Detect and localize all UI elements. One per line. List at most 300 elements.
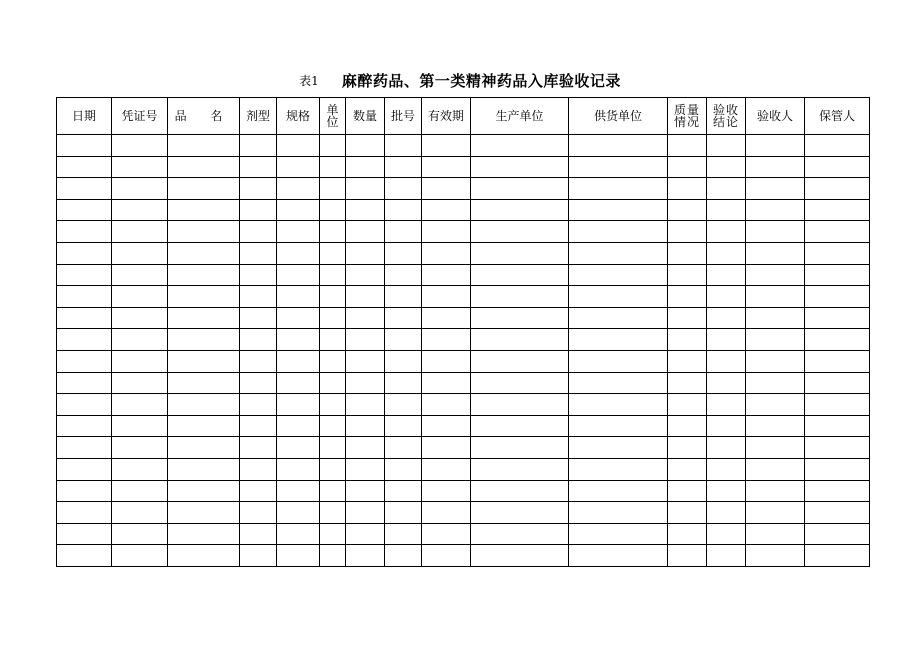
table-cell [57, 372, 112, 394]
table-cell [57, 178, 112, 200]
table-cell [805, 242, 870, 264]
table-cell [707, 178, 746, 200]
table-cell [277, 437, 320, 459]
table-cell [805, 199, 870, 221]
table-cell [277, 242, 320, 264]
table-cell [746, 307, 805, 329]
table-cell [422, 523, 471, 545]
table-cell [320, 415, 346, 437]
table-cell [707, 135, 746, 157]
table-cell [805, 178, 870, 200]
table-cell [112, 437, 168, 459]
table-cell [112, 545, 168, 567]
table-cell [168, 156, 240, 178]
table-cell [422, 307, 471, 329]
table-cell [385, 199, 422, 221]
table-cell [668, 329, 707, 351]
table-cell [346, 156, 385, 178]
table-cell [57, 242, 112, 264]
table-cell [320, 264, 346, 286]
table-cell [346, 502, 385, 524]
receipt-record-table [56, 97, 870, 567]
table-cell [385, 523, 422, 545]
table-cell [422, 350, 471, 372]
table-cell [277, 329, 320, 351]
table-cell [668, 221, 707, 243]
table-cell [240, 458, 277, 480]
table-cell [569, 350, 668, 372]
table-cell [277, 199, 320, 221]
table-cell [57, 286, 112, 308]
table-cell [668, 199, 707, 221]
table-cell [168, 199, 240, 221]
table-cell [707, 437, 746, 459]
table-cell [668, 307, 707, 329]
table-cell [57, 545, 112, 567]
table-cell [277, 135, 320, 157]
table-cell [422, 286, 471, 308]
table-cell [240, 523, 277, 545]
table-cell [746, 329, 805, 351]
table-cell [112, 394, 168, 416]
table-cell [385, 394, 422, 416]
table-cell [385, 437, 422, 459]
table-cell [240, 329, 277, 351]
table-cell [471, 502, 569, 524]
table-row [57, 286, 870, 308]
table-cell [471, 264, 569, 286]
table-cell [471, 307, 569, 329]
table-cell [112, 523, 168, 545]
table-cell [168, 523, 240, 545]
table-cell [668, 415, 707, 437]
table-cell [422, 415, 471, 437]
table-body [57, 135, 870, 567]
table-cell [277, 415, 320, 437]
table-cell [346, 286, 385, 308]
table-cell [668, 135, 707, 157]
table-cell [668, 545, 707, 567]
table-cell [422, 156, 471, 178]
table-cell [240, 178, 277, 200]
table-cell [668, 156, 707, 178]
table-cell [320, 480, 346, 502]
table-cell [57, 480, 112, 502]
table-cell [346, 545, 385, 567]
table-cell [569, 523, 668, 545]
table-cell [471, 523, 569, 545]
table-cell [346, 135, 385, 157]
table-row [57, 242, 870, 264]
table-cell [569, 415, 668, 437]
table-cell [240, 221, 277, 243]
header-row [57, 98, 870, 135]
table-cell [471, 178, 569, 200]
table-cell [668, 350, 707, 372]
table-cell [569, 156, 668, 178]
table-cell [471, 242, 569, 264]
table-cell [668, 502, 707, 524]
table-cell [668, 264, 707, 286]
table-cell [57, 523, 112, 545]
table-cell [168, 437, 240, 459]
table-cell [668, 286, 707, 308]
table-cell [385, 156, 422, 178]
table-cell [240, 264, 277, 286]
table-cell [240, 307, 277, 329]
table-cell [57, 156, 112, 178]
table-cell [805, 264, 870, 286]
table-cell [385, 372, 422, 394]
table-cell [805, 221, 870, 243]
table-cell [168, 242, 240, 264]
table-cell [471, 480, 569, 502]
table-cell [112, 221, 168, 243]
table-cell [707, 523, 746, 545]
table-cell [112, 458, 168, 480]
table-cell [320, 502, 346, 524]
table-cell [422, 264, 471, 286]
table-cell [746, 415, 805, 437]
table-cell [277, 523, 320, 545]
table-cell [805, 135, 870, 157]
table-cell [112, 264, 168, 286]
table-cell [746, 350, 805, 372]
table-cell [385, 502, 422, 524]
table-cell [668, 372, 707, 394]
table-cell [422, 372, 471, 394]
table-cell [746, 458, 805, 480]
table-cell [569, 286, 668, 308]
table-cell [346, 242, 385, 264]
table-cell [112, 307, 168, 329]
table-cell [385, 415, 422, 437]
table-cell [746, 545, 805, 567]
table-cell [385, 242, 422, 264]
table-cell [422, 135, 471, 157]
table-cell [471, 437, 569, 459]
table-cell [57, 221, 112, 243]
table-cell [168, 458, 240, 480]
table-cell [168, 264, 240, 286]
table-cell [707, 545, 746, 567]
table-cell [805, 502, 870, 524]
table-cell [422, 437, 471, 459]
table-cell [805, 350, 870, 372]
table-cell [240, 415, 277, 437]
table-cell [168, 394, 240, 416]
table-cell [471, 156, 569, 178]
table-cell [320, 394, 346, 416]
table-cell [320, 156, 346, 178]
table-cell [168, 221, 240, 243]
table-row [57, 156, 870, 178]
table-cell [471, 545, 569, 567]
table-cell [277, 307, 320, 329]
table-cell [277, 458, 320, 480]
table-cell [346, 307, 385, 329]
table-cell [422, 458, 471, 480]
header-supplier: 供货单位 [569, 98, 668, 135]
table-cell [240, 199, 277, 221]
table-cell [569, 199, 668, 221]
table-cell [707, 221, 746, 243]
table-cell [240, 286, 277, 308]
table-cell [746, 480, 805, 502]
table-cell [746, 286, 805, 308]
table-cell [320, 372, 346, 394]
table-cell [569, 178, 668, 200]
table-cell [707, 372, 746, 394]
table-cell [805, 156, 870, 178]
table-cell [471, 199, 569, 221]
table-cell [112, 178, 168, 200]
table-cell [57, 415, 112, 437]
table-cell [422, 221, 471, 243]
table-cell [277, 286, 320, 308]
table-cell [569, 264, 668, 286]
table-cell [805, 458, 870, 480]
table-row [57, 199, 870, 221]
table-cell [112, 286, 168, 308]
table-cell [385, 264, 422, 286]
table-cell [707, 329, 746, 351]
table-row [57, 437, 870, 459]
table-cell [320, 329, 346, 351]
table-cell [746, 221, 805, 243]
table-cell [422, 545, 471, 567]
table-cell [422, 394, 471, 416]
table-cell [707, 480, 746, 502]
table-cell [57, 307, 112, 329]
table-cell [471, 372, 569, 394]
table-cell [168, 502, 240, 524]
table-cell [385, 286, 422, 308]
table-cell [112, 135, 168, 157]
table-cell [240, 242, 277, 264]
table-row [57, 458, 870, 480]
table-cell [385, 545, 422, 567]
table-cell [57, 199, 112, 221]
table-cell [346, 264, 385, 286]
table-row [57, 307, 870, 329]
table-row [57, 264, 870, 286]
table-cell [277, 178, 320, 200]
header-voucher-number: 凭证号 [112, 98, 168, 135]
table-cell [422, 502, 471, 524]
table-cell [746, 264, 805, 286]
table-cell [385, 329, 422, 351]
table-cell [240, 372, 277, 394]
table-row [57, 350, 870, 372]
table-cell [569, 480, 668, 502]
table-cell [707, 242, 746, 264]
table-cell [707, 199, 746, 221]
table-cell [320, 221, 346, 243]
table-cell [240, 545, 277, 567]
table-cell [168, 480, 240, 502]
table-cell [346, 178, 385, 200]
header-dosage-form: 剂型 [240, 98, 277, 135]
table-cell [422, 199, 471, 221]
table-cell [240, 480, 277, 502]
table-row [57, 135, 870, 157]
table-cell [168, 329, 240, 351]
table-cell [240, 350, 277, 372]
table-cell [569, 329, 668, 351]
table-cell [320, 286, 346, 308]
table-cell [746, 502, 805, 524]
table-cell [746, 156, 805, 178]
table-cell [707, 350, 746, 372]
table-cell [346, 458, 385, 480]
table-cell [346, 329, 385, 351]
header-quantity: 数量 [346, 98, 385, 135]
table-cell [168, 307, 240, 329]
table-cell [320, 545, 346, 567]
table-cell [569, 394, 668, 416]
header-custodian: 保管人 [805, 98, 870, 135]
table-cell [471, 286, 569, 308]
table-cell [668, 458, 707, 480]
table-cell [346, 437, 385, 459]
table-cell [240, 156, 277, 178]
table-cell [346, 523, 385, 545]
table-cell [471, 350, 569, 372]
header-batch-number: 批号 [385, 98, 422, 135]
table-cell [707, 458, 746, 480]
table-cell [57, 437, 112, 459]
header-acceptance-conclusion: 验收结论 [707, 98, 746, 135]
table-cell [346, 372, 385, 394]
table-cell [320, 350, 346, 372]
table-cell [746, 523, 805, 545]
table-cell [57, 350, 112, 372]
table-cell [805, 437, 870, 459]
table-cell [422, 178, 471, 200]
table-cell [346, 350, 385, 372]
table-cell [320, 458, 346, 480]
table-cell [569, 307, 668, 329]
table-cell [240, 135, 277, 157]
table-cell [112, 350, 168, 372]
table-cell [422, 329, 471, 351]
table-cell [320, 523, 346, 545]
table-cell [57, 329, 112, 351]
table-cell [320, 135, 346, 157]
table-row [57, 415, 870, 437]
table-cell [168, 178, 240, 200]
title-row [0, 70, 920, 91]
table-cell [707, 502, 746, 524]
table-cell [168, 350, 240, 372]
table-cell [569, 372, 668, 394]
header-specification: 规格 [277, 98, 320, 135]
table-cell [168, 372, 240, 394]
table-cell [668, 480, 707, 502]
table-cell [57, 458, 112, 480]
table-cell [240, 437, 277, 459]
table-cell [385, 178, 422, 200]
table-row [57, 178, 870, 200]
table-cell [668, 242, 707, 264]
table-cell [746, 199, 805, 221]
table-cell [168, 545, 240, 567]
table-cell [57, 135, 112, 157]
table-cell [385, 307, 422, 329]
table-cell [746, 394, 805, 416]
table-cell [668, 394, 707, 416]
table-row [57, 394, 870, 416]
table-cell [112, 329, 168, 351]
table-cell [168, 135, 240, 157]
table-cell [112, 480, 168, 502]
table-cell [57, 264, 112, 286]
table-number: 表1 [299, 74, 319, 88]
table-cell [277, 221, 320, 243]
table-row [57, 372, 870, 394]
table-cell [805, 545, 870, 567]
header-expiry-date: 有效期 [422, 98, 471, 135]
table-cell [112, 156, 168, 178]
table-cell [569, 135, 668, 157]
table-cell [668, 523, 707, 545]
table-cell [168, 415, 240, 437]
table-cell [320, 437, 346, 459]
table-cell [569, 242, 668, 264]
table-cell [57, 394, 112, 416]
table-cell [277, 394, 320, 416]
table-cell [240, 502, 277, 524]
table-cell [707, 394, 746, 416]
table-cell [707, 286, 746, 308]
table-cell [805, 394, 870, 416]
table-cell [746, 135, 805, 157]
table-cell [346, 199, 385, 221]
table-cell [112, 415, 168, 437]
table-cell [668, 178, 707, 200]
table-cell [569, 502, 668, 524]
header-date: 日期 [57, 98, 112, 135]
table-cell [707, 415, 746, 437]
table-cell [471, 458, 569, 480]
table-cell [346, 394, 385, 416]
table-cell [320, 242, 346, 264]
table-cell [805, 286, 870, 308]
table-cell [112, 502, 168, 524]
table-cell [471, 135, 569, 157]
table-cell [746, 372, 805, 394]
table-cell [569, 437, 668, 459]
table-cell [168, 286, 240, 308]
table-cell [746, 437, 805, 459]
table-row [57, 480, 870, 502]
table-row [57, 545, 870, 567]
table-cell [569, 458, 668, 480]
table-cell [805, 415, 870, 437]
table-cell [707, 307, 746, 329]
table-cell [385, 221, 422, 243]
table-cell [240, 394, 277, 416]
table-cell [746, 242, 805, 264]
header-quality-condition: 质量情况 [668, 98, 707, 135]
table-cell [346, 480, 385, 502]
table-cell [805, 329, 870, 351]
table-cell [805, 372, 870, 394]
table-cell [320, 178, 346, 200]
table-cell [385, 480, 422, 502]
table-cell [320, 199, 346, 221]
